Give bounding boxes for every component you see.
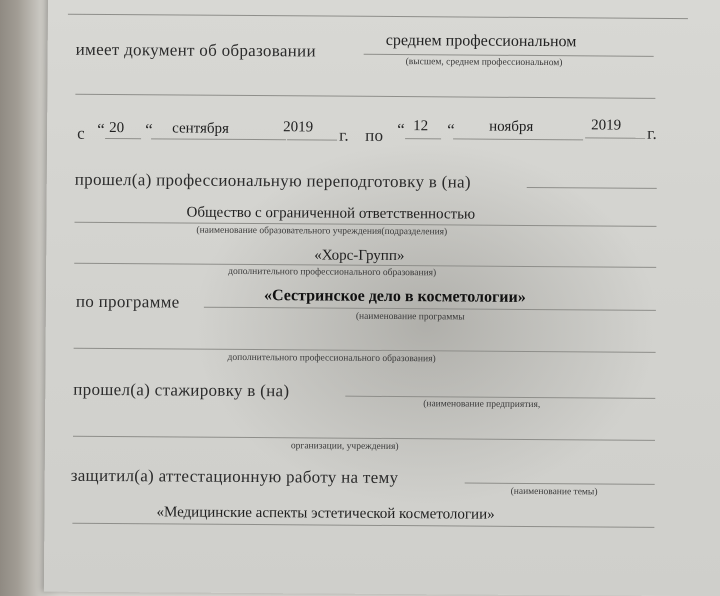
program-rule-2 (74, 348, 656, 353)
retraining-org-line1: Общество с ограниченной ответственностью (186, 204, 476, 223)
top-rule (68, 14, 688, 19)
period-year-suffix: г. (339, 125, 350, 145)
period-to-month-rule (453, 138, 583, 140)
period-from-prefix: с (77, 123, 86, 143)
period-to-year: 2019 (591, 117, 622, 134)
thesis-value: «Медицинские аспекты эстетической косметологии» (156, 504, 495, 523)
program-hint2: дополнительного профессионального образования) (227, 352, 436, 365)
period-from-month-rule (151, 138, 286, 140)
period-from-year: 2019 (283, 119, 314, 136)
program-value: «Сестринское дело в косметологии» (263, 287, 526, 306)
education-rule-2 (75, 94, 655, 99)
thesis-label: защитил(а) аттестационную работу на тему (70, 465, 399, 488)
retraining-rule (527, 187, 657, 189)
thesis-rule-2 (72, 523, 654, 528)
internship-label: прошел(а) стажировку в (на) (73, 379, 290, 401)
program-label: по программе (75, 291, 180, 312)
period-from-month: сентября (172, 120, 230, 137)
retraining-org-line2: «Хорс-Групп» (314, 247, 405, 265)
period-year-suffix-2: г. (647, 123, 658, 143)
period-to-day-rule (405, 138, 441, 139)
period-open-quote-2: “ (397, 120, 405, 140)
internship-rule-2 (73, 436, 655, 441)
internship-rule (345, 396, 655, 399)
period-to-day: 12 (413, 118, 429, 135)
period-open-quote-1: “ (97, 119, 105, 139)
certificate-document (44, 0, 720, 596)
education-value: среднем профессиональном (385, 31, 577, 51)
retraining-org-hint2: дополнительного профессионального образования) (228, 266, 437, 279)
period-from-year-rule (287, 139, 337, 140)
internship-hint: (наименование предприятия, (423, 399, 541, 411)
thesis-rule (465, 483, 655, 485)
retraining-org-hint: (наименование образовательного учреждения(подразделения) (196, 225, 448, 238)
retraining-label: прошел(а) профессиональную переподготовку в (на) (74, 169, 471, 192)
period-to-prefix: по (365, 125, 384, 145)
period-to-month: ноября (489, 118, 534, 135)
period-close-quote-1: “ (145, 120, 153, 140)
thesis-hint: (наименование темы) (510, 486, 598, 498)
period-from-day-rule (105, 138, 141, 139)
period-close-quote-2: “ (447, 120, 455, 140)
period-to-year-rule (585, 137, 645, 138)
education-label: имеет документ об образовании (75, 39, 316, 61)
program-rule (204, 307, 656, 311)
period-from-day: 20 (109, 120, 125, 137)
internship-hint2: организации, учреждения) (290, 441, 399, 453)
program-hint: (наименование программы (355, 311, 465, 323)
education-hint: (высшем, среднем профессиональном) (405, 57, 563, 69)
